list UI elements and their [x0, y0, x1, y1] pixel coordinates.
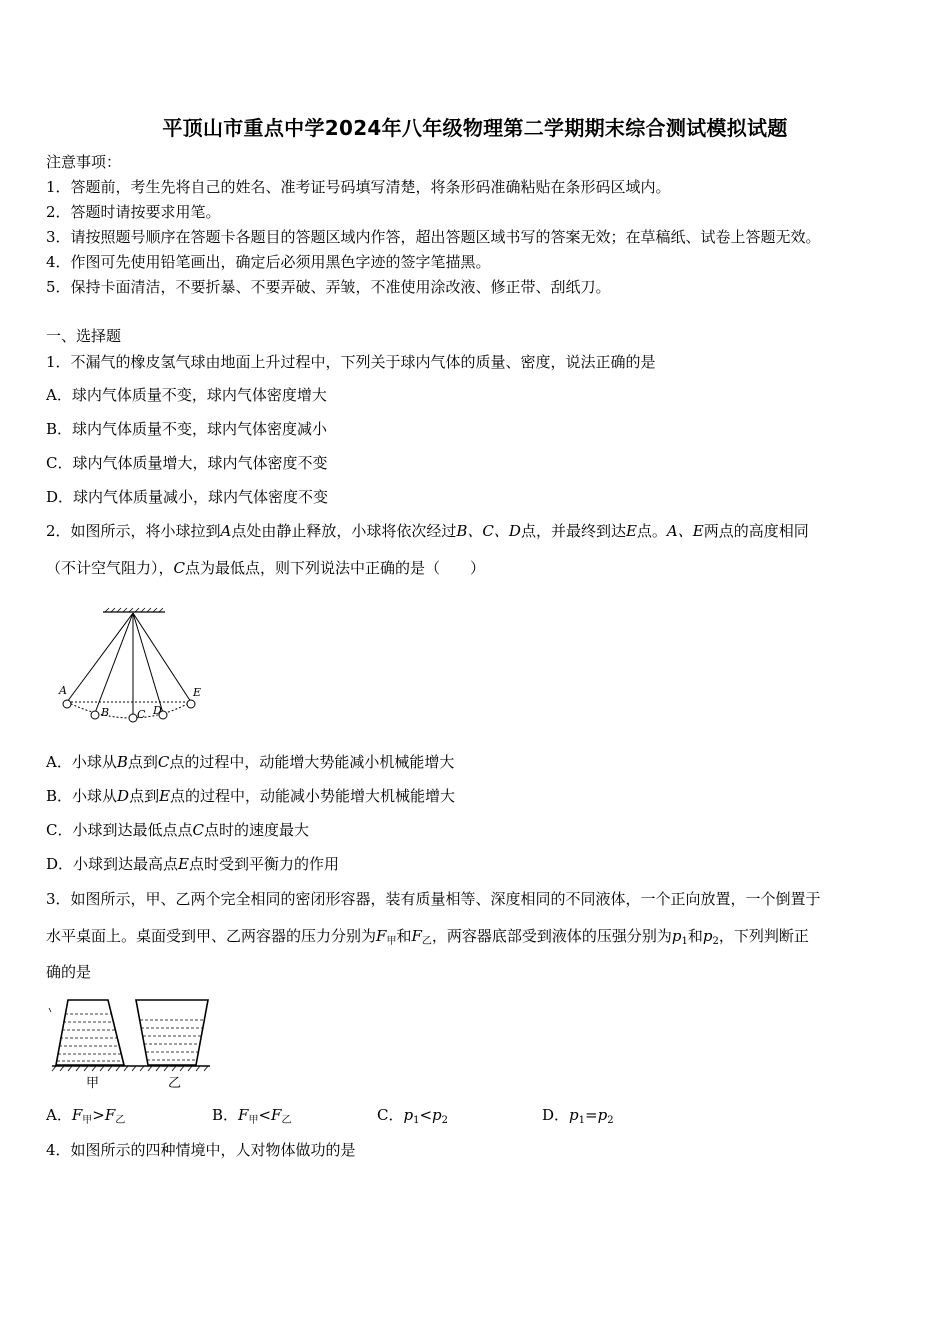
edge-mark — [49, 1008, 51, 1012]
q3-option-c — [377, 1105, 448, 1131]
q3-stem-line3: 确的是 — [46, 963, 92, 981]
q1-option-d: D．球内气体质量减小，球内气体密度不变 — [46, 488, 329, 506]
q2-text: 点时的速度最大 — [203, 821, 309, 839]
label-yi: 乙 — [168, 1076, 182, 1090]
notice-item-1: 1．答题前，考生先将自己的姓名、准考证号码填写清楚，将条形码准确粘贴在条形码区域内。 — [46, 178, 671, 196]
q1-option-c: C．球内气体质量增大，球内气体密度不变 — [46, 454, 328, 472]
label-d: D — [153, 704, 162, 717]
q3-text: < — [419, 1106, 433, 1124]
q3-text: 和 — [396, 927, 412, 945]
q2-var: A — [220, 522, 232, 540]
q3-sub: 2 — [441, 1115, 449, 1126]
label-a: A — [59, 684, 67, 697]
q3-sub: 甲 — [82, 1115, 93, 1126]
q2-text: 点到 — [127, 753, 158, 771]
q2-var: B — [116, 753, 128, 771]
q3-var: p — [432, 1106, 442, 1124]
label-b: B — [101, 706, 110, 719]
notice-item-2: 2．答题时请按要求用笔。 — [46, 203, 221, 221]
q1-option-b: B．球内气体质量不变，球内气体密度减小 — [46, 420, 328, 438]
q3-text: C． — [377, 1106, 404, 1124]
q2-text: B．小球从 — [46, 787, 118, 805]
q3-sub: 乙 — [421, 936, 432, 947]
q2-option-d — [46, 854, 339, 874]
q3-text: ，下列判断正 — [718, 927, 809, 945]
pendulum-figure — [55, 606, 215, 726]
label-c: C — [137, 708, 146, 721]
q2-var: C — [173, 559, 185, 577]
q3-stem-line1: 3．如图所示，甲、乙两个完全相同的密闭形容器，装有质量相等、深度相同的不同液体，一个正向放置，一个倒置于 — [46, 890, 821, 908]
q3-sub: 乙 — [115, 1115, 126, 1126]
q3-text: B． — [212, 1106, 239, 1124]
q3-text: 和 — [687, 927, 703, 945]
notice-item-5: 5．保持卡面清洁，不要折暴、不要弄破、弄皱，不准使用涂改液、修正带、刮纸刀。 — [46, 278, 611, 296]
q3-sub: 2 — [607, 1115, 614, 1126]
q2-text: 点的过程中，动能减小势能增大机械能增大 — [170, 787, 456, 805]
swing-arc — [67, 702, 191, 718]
q2-var: B、C、D — [456, 522, 521, 540]
q3-sub: 1 — [413, 1115, 420, 1126]
ball-a — [63, 700, 71, 708]
q3-var: F — [376, 927, 387, 945]
q3-text: A． — [46, 1106, 72, 1124]
q1-option-a: A．球内气体质量不变，球内气体密度增大 — [46, 386, 327, 404]
q3-sub: 2 — [712, 936, 719, 947]
q2-text: 点处由静止释放，小球将依次经过 — [231, 522, 457, 540]
notice-heading: 注意事项： — [46, 153, 122, 171]
q3-var: F — [238, 1106, 249, 1124]
q3-text: < — [258, 1106, 272, 1124]
q3-text: = — [585, 1106, 598, 1124]
q3-var: F — [71, 1106, 83, 1124]
q3-sub: 1 — [681, 936, 688, 947]
q2-text: 2．如图所示，将小球拉到 — [46, 522, 221, 540]
q2-text: 点到 — [129, 787, 160, 805]
page-title: 平顶山市重点中学2024年八年级物理第二学期期末综合测试模拟试题 — [162, 116, 788, 140]
q2-var: D — [117, 787, 130, 805]
notice-item-4: 4．作图可先使用铅笔画出，确定后必须用黑色字迹的签字笔描黑。 — [46, 253, 491, 271]
q2-var: E — [159, 787, 171, 805]
q3-var: F — [411, 927, 422, 945]
q3-var: F — [271, 1106, 282, 1124]
q2-text: （不计空气阻力）， — [46, 559, 174, 577]
q3-var: p — [671, 927, 682, 945]
ball-b — [91, 711, 99, 719]
q3-text: ，两容器底部受到液体的压强分别为 — [431, 927, 672, 945]
q2-text: 两点的高度相同 — [703, 522, 809, 540]
q4-stem: 4．如图所示的四种情境中，人对物体做功的是 — [46, 1141, 356, 1159]
q2-text: A．小球从 — [46, 753, 117, 771]
container-yi — [136, 1000, 208, 1065]
q2-var: C — [192, 821, 204, 839]
q2-text: 点。 — [636, 522, 667, 540]
notice-item-3: 3．请按照题号顺序在答题卡各题目的答题区域内作答，超出答题区域书写的答案无效；在草稿纸、试卷上答题无效。 — [46, 228, 821, 246]
q3-var: p — [702, 927, 713, 945]
q3-sub: 甲 — [386, 936, 397, 947]
q2-var: C — [157, 753, 170, 771]
q3-stem-line2 — [46, 926, 809, 952]
pendulum-strings — [67, 613, 191, 716]
q2-text: C．小球到达最低点点 — [46, 821, 193, 839]
q2-text: 点，并最终到达 — [520, 522, 626, 540]
label-jia: 甲 — [86, 1076, 100, 1090]
q3-option-b — [212, 1105, 291, 1131]
q2-option-c — [46, 820, 309, 840]
q2-text: 点的过程中，动能增大势能减小机械能增大 — [169, 753, 455, 771]
ball-c — [129, 714, 137, 722]
ball-e — [187, 700, 195, 708]
q2-option-a — [46, 752, 454, 772]
q3-text: > — [92, 1106, 105, 1124]
table-hatch — [52, 1066, 208, 1071]
q2-text: D．小球到达最高点 — [46, 855, 179, 873]
section-heading: 一、选择题 — [46, 327, 122, 345]
q2-stem-line2 — [46, 558, 485, 578]
q3-option-a — [46, 1105, 125, 1131]
container-jia — [56, 1000, 124, 1065]
q3-var: p — [569, 1106, 579, 1124]
q2-option-b — [46, 786, 455, 806]
label-e: E — [193, 686, 202, 699]
q2-text: 点为最低点，则下列说法中正确的是（ ） — [185, 559, 486, 577]
q2-stem-line1 — [46, 521, 809, 541]
q3-option-d — [542, 1105, 614, 1131]
q2-var: E — [625, 522, 637, 540]
q3-var: F — [104, 1106, 116, 1124]
q2-text: 点时受到平衡力的作用 — [188, 855, 339, 873]
q2-var: A、E — [666, 522, 704, 540]
q3-text: D． — [542, 1106, 570, 1124]
q3-sub: 乙 — [281, 1115, 292, 1126]
containers-figure — [48, 994, 218, 1090]
q3-sub: 1 — [578, 1115, 586, 1126]
q2-var: E — [178, 855, 189, 873]
q3-text: 水平桌面上。桌面受到甲、乙两容器的压力分别为 — [46, 927, 377, 945]
q3-sub: 甲 — [248, 1115, 259, 1126]
q3-var: p — [403, 1106, 414, 1124]
q3-var: p — [597, 1106, 608, 1124]
q1-stem: 1．不漏气的橡皮氢气球由地面上升过程中，下列关于球内气体的质量、密度，说法正确的是 — [46, 353, 656, 371]
